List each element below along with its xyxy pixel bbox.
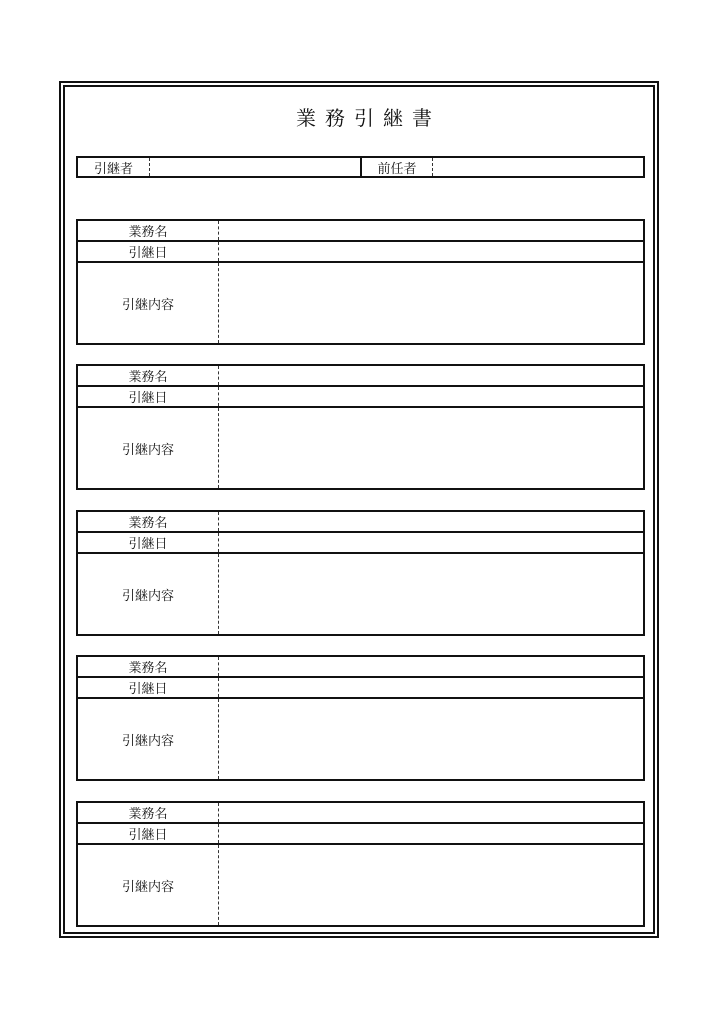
task-name-field[interactable] <box>219 512 643 531</box>
handover-date-label: 引継日 <box>78 387 219 406</box>
handover-content-field[interactable] <box>219 408 643 488</box>
handover-content-label: 引継内容 <box>78 554 219 634</box>
handover-content-label: 引継内容 <box>78 408 219 488</box>
handover-content-field[interactable] <box>219 699 643 779</box>
handover-date-field[interactable] <box>219 242 643 261</box>
document-title: 業務引継書 <box>296 106 441 130</box>
handover-content-field[interactable] <box>219 554 643 634</box>
successor-field[interactable] <box>150 158 362 176</box>
handover-date-label: 引継日 <box>78 242 219 261</box>
handover-block <box>76 364 645 490</box>
handover-content-label: 引継内容 <box>78 263 219 343</box>
handover-date-label: 引継日 <box>78 824 219 843</box>
handover-block <box>76 510 645 636</box>
task-name-label: 業務名 <box>78 657 219 676</box>
task-name-field[interactable] <box>219 803 643 822</box>
task-name-label: 業務名 <box>78 366 219 385</box>
handover-block <box>76 219 645 345</box>
handover-date-label: 引継日 <box>78 533 219 552</box>
task-name-field[interactable] <box>219 221 643 240</box>
task-name-label: 業務名 <box>78 512 219 531</box>
predecessor-field[interactable] <box>433 158 643 176</box>
handover-block <box>76 655 645 781</box>
handover-content-label: 引継内容 <box>78 845 219 925</box>
header-row <box>76 156 645 178</box>
handover-content-label: 引継内容 <box>78 699 219 779</box>
successor-label: 引継者 <box>78 158 150 176</box>
handover-block <box>76 801 645 927</box>
task-name-field[interactable] <box>219 657 643 676</box>
task-name-label: 業務名 <box>78 221 219 240</box>
predecessor-label: 前任者 <box>362 158 433 176</box>
handover-date-label: 引継日 <box>78 678 219 697</box>
handover-content-field[interactable] <box>219 845 643 925</box>
task-name-label: 業務名 <box>78 803 219 822</box>
handover-content-field[interactable] <box>219 263 643 343</box>
handover-date-field[interactable] <box>219 387 643 406</box>
task-name-field[interactable] <box>219 366 643 385</box>
handover-date-field[interactable] <box>219 824 643 843</box>
handover-date-field[interactable] <box>219 678 643 697</box>
handover-date-field[interactable] <box>219 533 643 552</box>
